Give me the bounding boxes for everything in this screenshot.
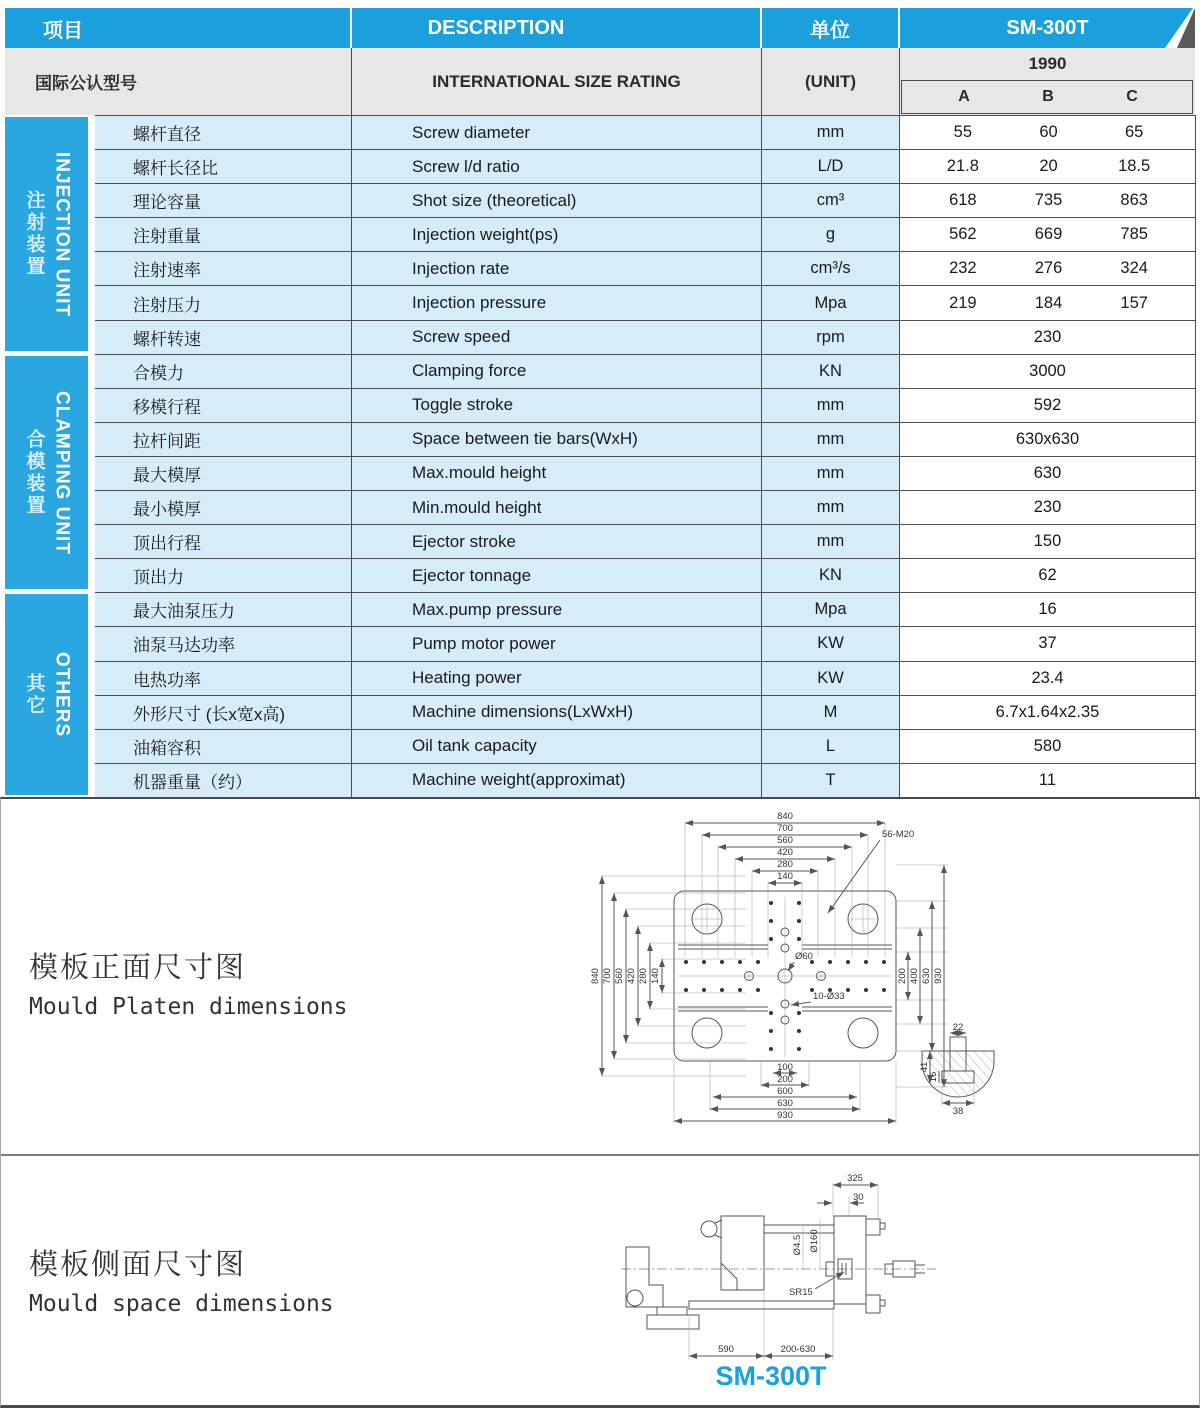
table-row xyxy=(95,764,1195,798)
dimension-label: 420 xyxy=(626,968,637,984)
table-row xyxy=(95,321,1195,355)
row-values xyxy=(900,764,1195,797)
dimension-label: Ø160 xyxy=(809,1229,820,1253)
table-row xyxy=(95,491,1195,525)
row-unit: Mpa xyxy=(762,286,900,319)
row-label-en: Clamping force xyxy=(352,355,762,388)
row-values xyxy=(900,150,1195,183)
row-unit: KN xyxy=(762,559,900,592)
header-model-label: SM-300T xyxy=(1006,16,1089,39)
dimension-label: 560 xyxy=(777,835,793,846)
subheader-unit: (UNIT) xyxy=(762,48,900,115)
row-label-cn: 注射速率 xyxy=(95,252,352,285)
variant-c: C xyxy=(1126,88,1138,105)
subheader-model-group xyxy=(900,48,1195,115)
dimension-label: 38 xyxy=(952,1106,964,1117)
value-all: 3000 xyxy=(1029,361,1066,380)
row-label-cn: 最大模厚 xyxy=(95,457,352,490)
value-b: 669 xyxy=(1034,225,1063,244)
row-unit: cm³/s xyxy=(762,252,900,285)
dimension-label: 30 xyxy=(853,1192,864,1203)
section-bar-clamping-unit xyxy=(5,356,88,589)
row-unit: mm xyxy=(762,457,900,490)
row-unit: rpm xyxy=(762,321,900,354)
section-label-cn: 其它 xyxy=(23,672,45,717)
header-model xyxy=(900,8,1195,48)
value-b: 184 xyxy=(1034,293,1063,312)
footer-model-label: SM-300T xyxy=(715,1361,827,1391)
value-c: 863 xyxy=(1120,191,1148,210)
row-label-en: Ejector tonnage xyxy=(352,559,762,592)
row-unit: L xyxy=(762,730,900,763)
row-label-cn: 注射压力 xyxy=(95,286,352,319)
row-unit: KW xyxy=(762,662,900,695)
value-a: 219 xyxy=(949,293,977,312)
section-bar-injection-unit xyxy=(5,117,88,351)
row-label-cn: 电热功率 xyxy=(95,662,352,695)
row-label-en: Machine dimensions(LxWxH) xyxy=(352,696,762,729)
value-all: 11 xyxy=(1038,770,1057,789)
dimension-label: 840 xyxy=(590,968,601,984)
dimension-label: 140 xyxy=(777,871,793,882)
row-label-en: Injection weight(ps) xyxy=(352,218,762,251)
value-all: 230 xyxy=(1033,327,1062,346)
section-bar-others xyxy=(5,594,88,795)
bolt-callout-label: 56-M20 xyxy=(882,829,915,840)
table-row xyxy=(95,593,1195,627)
row-values xyxy=(900,593,1195,626)
row-label-cn: 螺杆直径 xyxy=(95,116,352,149)
table-row xyxy=(95,423,1195,457)
table-row xyxy=(95,525,1195,559)
value-all: 150 xyxy=(1033,532,1062,551)
dimension-label: 590 xyxy=(718,1344,734,1355)
dimension-label: 41 xyxy=(919,1061,930,1073)
dimension-label: 200 xyxy=(777,1074,793,1085)
value-b: 735 xyxy=(1034,191,1063,210)
dimension-label: 16 xyxy=(928,1071,939,1083)
row-label-en: Injection pressure xyxy=(352,286,762,319)
variant-header-row xyxy=(901,80,1193,114)
value-all: 62 xyxy=(1038,566,1057,585)
dimension-label: 840 xyxy=(777,811,793,822)
row-label-en: Screw l/d ratio xyxy=(352,150,762,183)
row-values xyxy=(900,116,1195,149)
table-row xyxy=(95,286,1195,320)
row-label-en: Min.mould height xyxy=(352,491,762,524)
value-c: 324 xyxy=(1120,259,1148,278)
row-values xyxy=(900,457,1195,490)
section-label-en: CLAMPING UNIT xyxy=(51,390,73,555)
dimension-label: 200-630 xyxy=(780,1344,816,1355)
row-unit: mm xyxy=(762,389,900,422)
value-all: 230 xyxy=(1033,498,1062,517)
header-item: 项目 xyxy=(5,8,352,48)
dimension-label: 420 xyxy=(777,847,793,858)
dimension-label: SR15 xyxy=(789,1287,813,1298)
table-row xyxy=(95,184,1195,218)
row-values xyxy=(900,491,1195,524)
row-unit: mm xyxy=(762,116,900,149)
row-label-cn: 油箱容积 xyxy=(95,730,352,763)
dimension-label: 560 xyxy=(614,968,625,984)
dimension-label: 280 xyxy=(777,859,793,870)
dimension-label: 930 xyxy=(777,1110,793,1121)
dimension-label: 600 xyxy=(777,1086,793,1097)
value-all: 16 xyxy=(1038,600,1057,619)
row-label-cn: 外形尺寸 (长x宽x高) xyxy=(95,696,352,729)
value-c: 18.5 xyxy=(1118,157,1151,176)
row-label-cn: 移模行程 xyxy=(95,389,352,422)
spec-table-body xyxy=(95,115,1196,798)
row-label-en: Max.pump pressure xyxy=(352,593,762,626)
drawings-panel xyxy=(0,797,1200,1408)
row-unit: mm xyxy=(762,525,900,558)
row-values xyxy=(900,423,1195,456)
row-unit: KN xyxy=(762,355,900,388)
row-label-cn: 油泵马达功率 xyxy=(95,627,352,660)
row-values xyxy=(900,286,1195,319)
side-caption-en: Mould space dimensions xyxy=(29,1291,334,1317)
row-label-cn: 理论容量 xyxy=(95,184,352,217)
section-label-cn: 注射装置 xyxy=(23,190,45,278)
side-caption-cn: 模板侧面尺寸图 xyxy=(29,1247,247,1281)
variant-a: A xyxy=(958,88,970,105)
value-b: 20 xyxy=(1039,157,1058,176)
row-values xyxy=(900,525,1195,558)
table-row xyxy=(95,150,1195,184)
value-a: 618 xyxy=(949,191,977,210)
row-unit: KW xyxy=(762,627,900,660)
row-label-cn: 合模力 xyxy=(95,355,352,388)
table-row xyxy=(95,252,1195,286)
row-values xyxy=(900,321,1195,354)
side-caption xyxy=(29,1242,334,1317)
value-all: 592 xyxy=(1033,395,1062,414)
table-subheader-row xyxy=(5,48,1195,115)
panel-divider xyxy=(1,1154,1199,1156)
platen-drawing xyxy=(586,807,1006,1152)
table-row xyxy=(95,730,1195,764)
table-row xyxy=(95,389,1195,423)
row-unit: Mpa xyxy=(762,593,900,626)
row-values xyxy=(900,389,1195,422)
row-unit: mm xyxy=(762,423,900,456)
tslot-detail xyxy=(916,1022,1006,1117)
value-all: 630x630 xyxy=(1015,429,1080,448)
variant-b: B xyxy=(1042,88,1054,105)
value-b: 60 xyxy=(1039,123,1058,142)
row-label-en: Space between tie bars(WxH) xyxy=(352,423,762,456)
table-row xyxy=(95,116,1195,150)
dimension-label: 325 xyxy=(847,1173,863,1184)
value-a: 232 xyxy=(949,259,977,278)
row-label-en: Max.mould height xyxy=(352,457,762,490)
table-row xyxy=(95,355,1195,389)
row-values xyxy=(900,355,1195,388)
value-a: 562 xyxy=(949,225,977,244)
row-label-en: Heating power xyxy=(352,662,762,695)
dimension-label: Ø4.5 xyxy=(792,1234,803,1256)
section-label-cn: 合模装置 xyxy=(23,428,45,517)
value-c: 157 xyxy=(1120,293,1148,312)
row-label-en: Oil tank capacity xyxy=(352,730,762,763)
row-label-cn: 最大油泵压力 xyxy=(95,593,352,626)
table-row xyxy=(95,559,1195,593)
platen-caption xyxy=(29,945,348,1020)
table-row xyxy=(95,457,1195,491)
center-hole-label: Ø60 xyxy=(795,951,813,962)
row-label-en: Screw diameter xyxy=(352,116,762,149)
subheader-description: INTERNATIONAL SIZE RATING xyxy=(352,48,762,115)
row-label-en: Pump motor power xyxy=(352,627,762,660)
row-label-cn: 拉杆间距 xyxy=(95,423,352,456)
platen-caption-cn: 模板正面尺寸图 xyxy=(29,950,247,984)
row-values xyxy=(900,627,1195,660)
value-all: 630 xyxy=(1033,463,1062,482)
value-all: 37 xyxy=(1038,634,1057,653)
row-label-cn: 最小模厚 xyxy=(95,491,352,524)
row-unit: cm³ xyxy=(762,184,900,217)
dimension-label: 700 xyxy=(777,823,793,834)
value-a: 21.8 xyxy=(946,157,979,176)
row-label-en: Toggle stroke xyxy=(352,389,762,422)
dimension-label: 630 xyxy=(921,968,932,984)
value-c: 785 xyxy=(1120,225,1148,244)
header-unit: 单位 xyxy=(762,8,900,48)
value-all: 23.4 xyxy=(1031,668,1064,687)
platen-caption-en: Mould Platen dimensions xyxy=(29,994,348,1020)
holes-callout-label: 10-Ø33 xyxy=(813,991,845,1002)
row-values xyxy=(900,696,1195,729)
dimension-label: 280 xyxy=(638,968,649,984)
row-unit: mm xyxy=(762,491,900,524)
value-all: 6.7x1.64x2.35 xyxy=(995,702,1100,721)
dimension-label: 400 xyxy=(909,968,920,984)
corner-decoration xyxy=(1145,8,1195,48)
row-label-en: Shot size (theoretical) xyxy=(352,184,762,217)
dimension-label: 700 xyxy=(602,968,613,984)
row-label-en: Machine weight(approximat) xyxy=(352,764,762,797)
table-row xyxy=(95,218,1195,252)
row-unit: g xyxy=(762,218,900,251)
row-unit: T xyxy=(762,764,900,797)
value-a: 55 xyxy=(953,123,973,142)
row-label-cn: 螺杆长径比 xyxy=(95,150,352,183)
row-values xyxy=(900,730,1195,763)
row-label-en: Injection rate xyxy=(352,252,762,285)
row-label-en: Ejector stroke xyxy=(352,525,762,558)
dimension-label: 630 xyxy=(777,1098,793,1109)
model-year: 1990 xyxy=(1028,54,1067,73)
row-label-cn: 顶出力 xyxy=(95,559,352,592)
row-unit: M xyxy=(762,696,900,729)
row-label-en: Screw speed xyxy=(352,321,762,354)
value-b: 276 xyxy=(1034,259,1063,278)
dimension-label: 930 xyxy=(933,968,944,984)
dimension-label: 22 xyxy=(952,1022,964,1033)
table-header-row xyxy=(5,8,1195,48)
row-values xyxy=(900,662,1195,695)
row-values xyxy=(900,559,1195,592)
row-label-cn: 注射重量 xyxy=(95,218,352,251)
row-unit: L/D xyxy=(762,150,900,183)
row-label-cn: 螺杆转速 xyxy=(95,321,352,354)
section-label-en: INJECTION UNIT xyxy=(51,151,73,317)
row-label-cn: 机器重量（约） xyxy=(95,764,352,797)
row-values xyxy=(900,184,1195,217)
dimension-label: 200 xyxy=(897,968,908,984)
table-row xyxy=(95,696,1195,730)
value-c: 65 xyxy=(1125,123,1144,142)
dimension-label: 140 xyxy=(650,968,661,984)
table-row xyxy=(95,662,1195,696)
row-values xyxy=(900,252,1195,285)
row-values xyxy=(900,218,1195,251)
dimension-label: 100 xyxy=(777,1062,793,1073)
subheader-item: 国际公认型号 xyxy=(5,48,352,115)
table-row xyxy=(95,627,1195,661)
value-all: 580 xyxy=(1033,736,1062,755)
section-label-en: OTHERS xyxy=(51,651,73,738)
header-description: DESCRIPTION xyxy=(352,8,762,48)
row-label-cn: 顶出行程 xyxy=(95,525,352,558)
